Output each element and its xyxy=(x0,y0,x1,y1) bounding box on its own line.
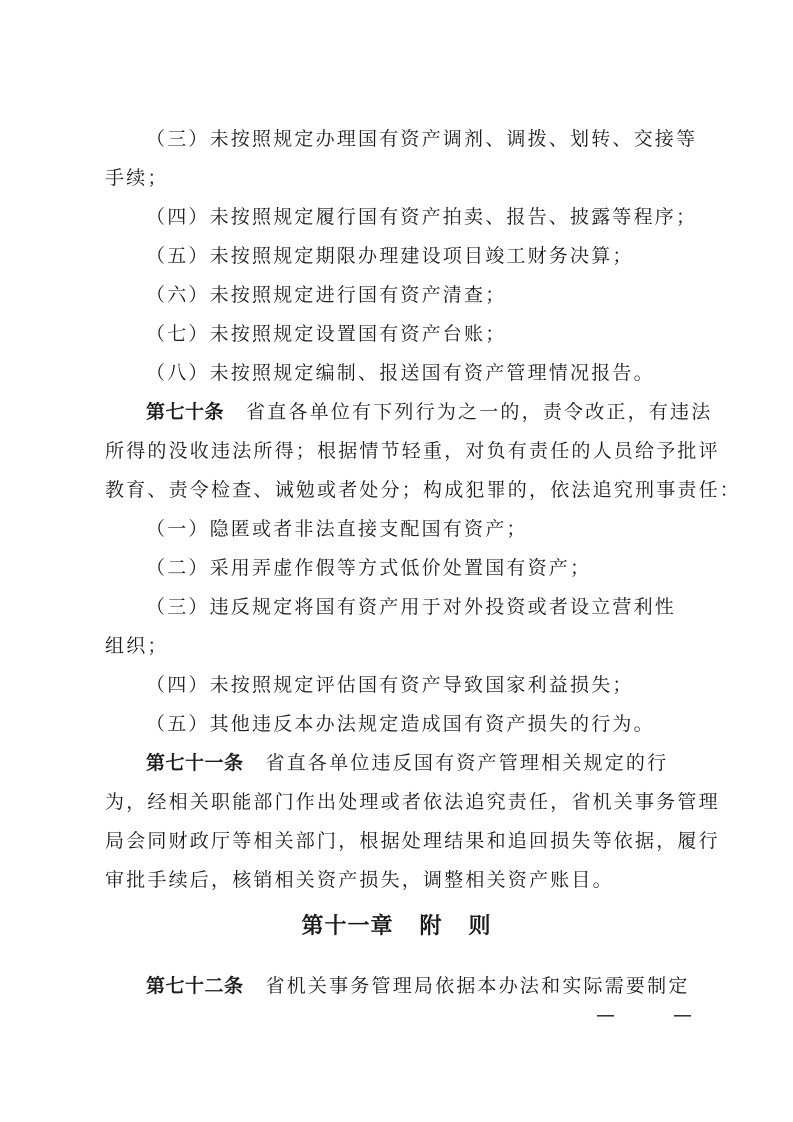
article-70-first-line xyxy=(146,398,713,426)
article-71-first-line xyxy=(146,749,691,777)
article-70-label: 第七十条 xyxy=(146,401,225,423)
article-70-item: （一）隐匿或者非法直接支配国有资产； xyxy=(146,518,528,540)
article-71-label: 第七十一条 xyxy=(146,752,244,774)
item-line: （七）未按照规定设置国有资产台账； xyxy=(146,323,507,345)
item-line: （四）未按照规定履行国有资产拍卖、报告、披露等程序； xyxy=(146,206,698,228)
article-70-item: （五）其他违反本办法规定造成国有资产损失的行为。 xyxy=(146,713,655,735)
item-line: （三）未按照规定办理国有资产调剂、调拨、划转、交接等 xyxy=(146,128,698,150)
article-70-item: （三）违反规定将国有资产用于对外投资或者设立营利性 xyxy=(146,596,677,618)
article-70-item: （四）未按照规定评估国有资产导致国家利益损失； xyxy=(146,674,634,696)
chapter-heading xyxy=(0,912,793,942)
article-72-first-line xyxy=(146,972,691,1000)
article-70-line: 教育、责令检查、诫勉或者处分；构成犯罪的，依法追究刑事责任： xyxy=(105,479,742,501)
chapter-number: 第十一章 xyxy=(301,914,394,939)
article-70-line: 所得的没收违法所得；根据情节轻重，对负有责任的人员给予批评 xyxy=(105,440,720,462)
article-70-text: 省直各单位有下列行为之一的，责令改正，有违法 xyxy=(246,401,713,423)
article-71-text: 省直各单位违反国有资产管理相关规定的行 xyxy=(265,752,669,774)
article-70-item-continued: 组织； xyxy=(105,635,169,657)
item-line: （五）未按照规定期限办理建设项目竣工财务决算； xyxy=(146,245,634,267)
article-72-text: 省机关事务管理局依据本办法和实际需要制定 xyxy=(265,975,690,997)
item-line: （六）未按照规定进行国有资产清查； xyxy=(146,284,507,306)
article-72-label: 第七十二条 xyxy=(146,975,244,997)
article-71-line: 审批手续后，核销相关资产损失，调整相关资产账目。 xyxy=(105,869,614,891)
article-70-item: （二）采用弄虚作假等方式低价处置国有资产； xyxy=(146,557,592,579)
page-number-mark: — — xyxy=(596,1004,719,1026)
chapter-title-char: 附 xyxy=(419,914,443,939)
item-line: （八）未按照规定编制、报送国有资产管理情况报告。 xyxy=(146,362,655,384)
chapter-title-char: 则 xyxy=(468,914,492,939)
item-line-continued: 手续； xyxy=(105,167,169,189)
article-71-line: 局会同财政厅等相关部门，根据处理结果和追回损失等依据，履行 xyxy=(105,830,720,852)
article-71-line: 为，经相关职能部门作出处理或者依法追究责任，省机关事务管理 xyxy=(105,791,720,813)
